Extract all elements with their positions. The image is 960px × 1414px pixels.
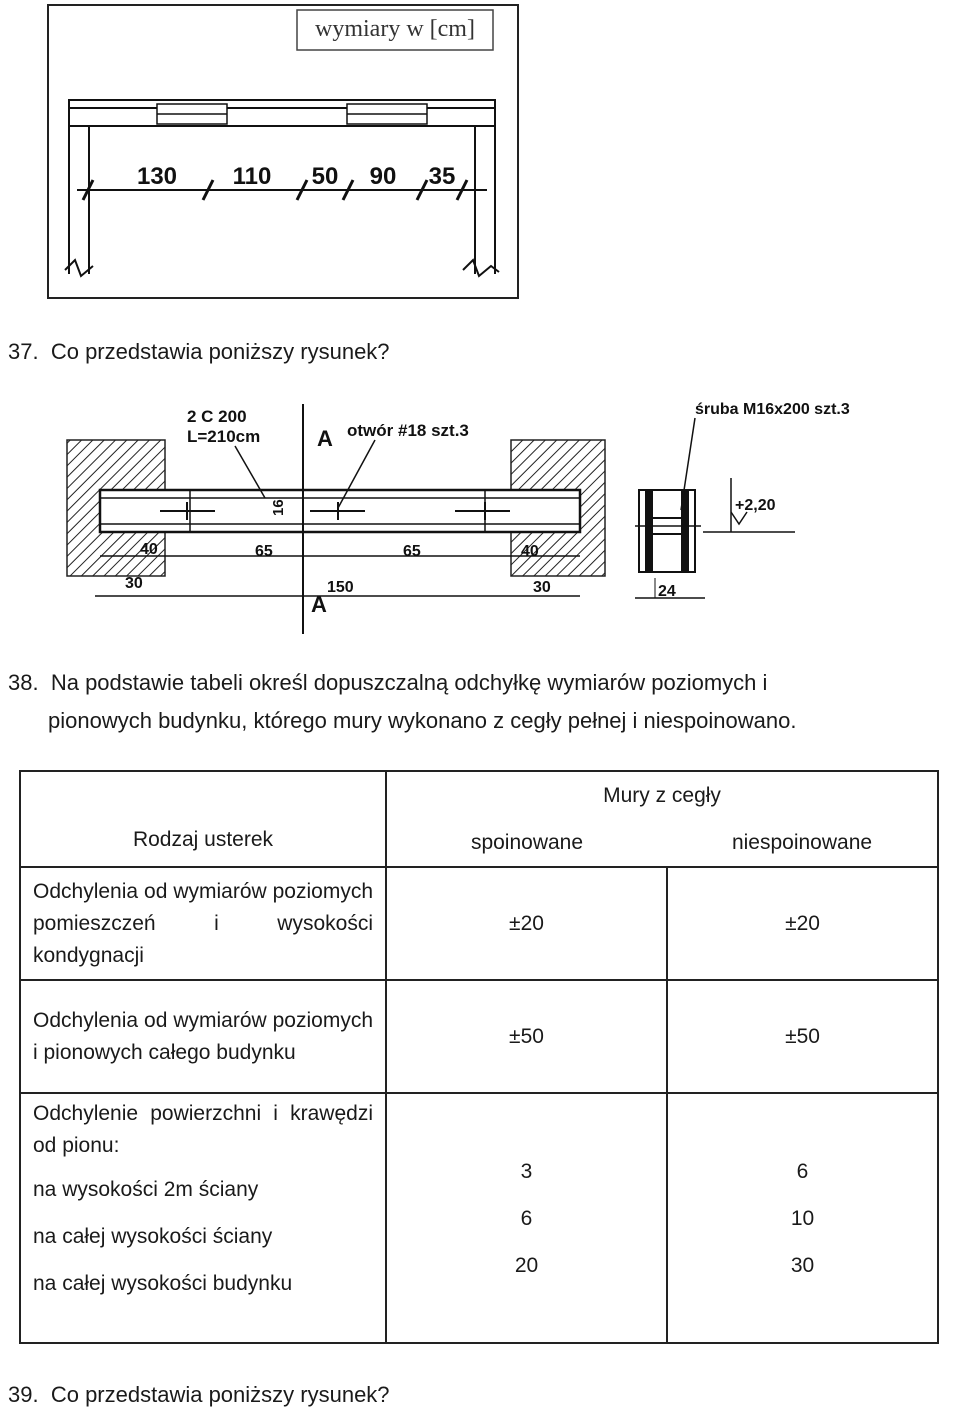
header-type: Rodzaj usterek [132, 828, 274, 851]
beam-label-line2: L=210cm [187, 427, 261, 446]
row-2-label: Odchylenia od wymiarów poziomych i pionowych całego budynku [20, 980, 386, 1093]
question-37 [8, 333, 390, 371]
row-3-label-cell [20, 1093, 386, 1343]
dim-150: 150 [327, 579, 354, 596]
dim-35: 35 [428, 163, 456, 190]
hole-label: otwór #18 szt.3 [347, 421, 469, 440]
table-row [20, 980, 938, 1093]
dim-65-right: 65 [403, 543, 421, 560]
row-3-a-2: 6 [520, 1206, 533, 1230]
row-1-label: Odchylenia od wymiarów poziomych pomieszczeń i wysokości kondygnacji [20, 867, 386, 980]
dim-65-left: 65 [255, 543, 273, 560]
question-39 [8, 1376, 390, 1414]
dim-40-right: 40 [521, 543, 539, 560]
table-row [20, 1093, 938, 1343]
figure-2-lintel-drawing [55, 398, 935, 638]
question-37-text: Co przedstawia poniższy rysunek? [50, 339, 390, 364]
row-3-sublabel-2: na całej wysokości ściany [33, 1225, 273, 1248]
dim-30-right: 30 [533, 579, 551, 596]
dim-30-left: 30 [125, 575, 143, 592]
question-38-number: 38. [8, 670, 39, 695]
figure-2-svg [55, 398, 935, 638]
figure-1-frame-drawing [47, 4, 519, 300]
question-39-text: Co przedstawia poniższy rysunek? [50, 1382, 390, 1407]
section-label-top: A [317, 426, 333, 451]
dim-40-left: 40 [140, 541, 158, 558]
level-label: +2,20 [735, 497, 776, 514]
header-group: Mury z cegły [386, 771, 938, 819]
section-label-bottom: A [311, 592, 327, 617]
row-3-sublabel-3: na całej wysokości budynku [33, 1272, 293, 1295]
dim-130: 130 [136, 163, 178, 190]
row-3-niespoinowane [667, 1093, 938, 1343]
row-1-niespoinowane: ±20 [667, 867, 938, 980]
dim-110: 110 [232, 163, 272, 190]
row-2-niespoinowane: ±50 [667, 980, 938, 1093]
question-38 [8, 664, 796, 740]
question-38-line-1: Na podstawie tabeli określ dopuszczalną odchyłkę wymiarów poziomych i [50, 670, 768, 695]
row-3-label: Odchylenie powierzchni i krawędzi od pionu: [33, 1102, 373, 1157]
dim-50: 50 [311, 163, 339, 190]
row-3-sublabel-1: na wysokości 2m ściany [33, 1178, 259, 1201]
row-3-spoinowane [386, 1093, 667, 1343]
table-row [20, 867, 938, 980]
row-3-a-3: 20 [514, 1253, 539, 1277]
row-3-a-1: 3 [520, 1159, 533, 1183]
row-2-spoinowane: ±50 [386, 980, 667, 1093]
row-3-b-3: 30 [790, 1253, 815, 1277]
figure-1-svg [47, 4, 519, 300]
figure-1-caption: wymiary w [cm] [315, 16, 475, 42]
bolt-label: śruba M16x200 szt.3 [695, 401, 850, 418]
dim-90: 90 [369, 163, 397, 190]
tolerance-table [19, 770, 939, 1344]
question-37-number: 37. [8, 339, 39, 364]
row-1-spoinowane: ±20 [386, 867, 667, 980]
question-39-number: 39. [8, 1382, 39, 1407]
beam-label-line1: 2 C 200 [187, 407, 247, 426]
dim-16: 16 [270, 499, 287, 516]
question-38-line-2: pionowych budynku, którego mury wykonano z cegły pełnej i niespoinowano. [48, 708, 797, 733]
row-3-b-1: 6 [796, 1159, 809, 1183]
row-3-b-2: 10 [790, 1206, 815, 1230]
header-type-cell [20, 771, 386, 867]
dim-24: 24 [658, 583, 676, 600]
header-spoinowane: spoinowane [386, 819, 667, 867]
header-niespoinowane: niespoinowane [667, 819, 938, 867]
